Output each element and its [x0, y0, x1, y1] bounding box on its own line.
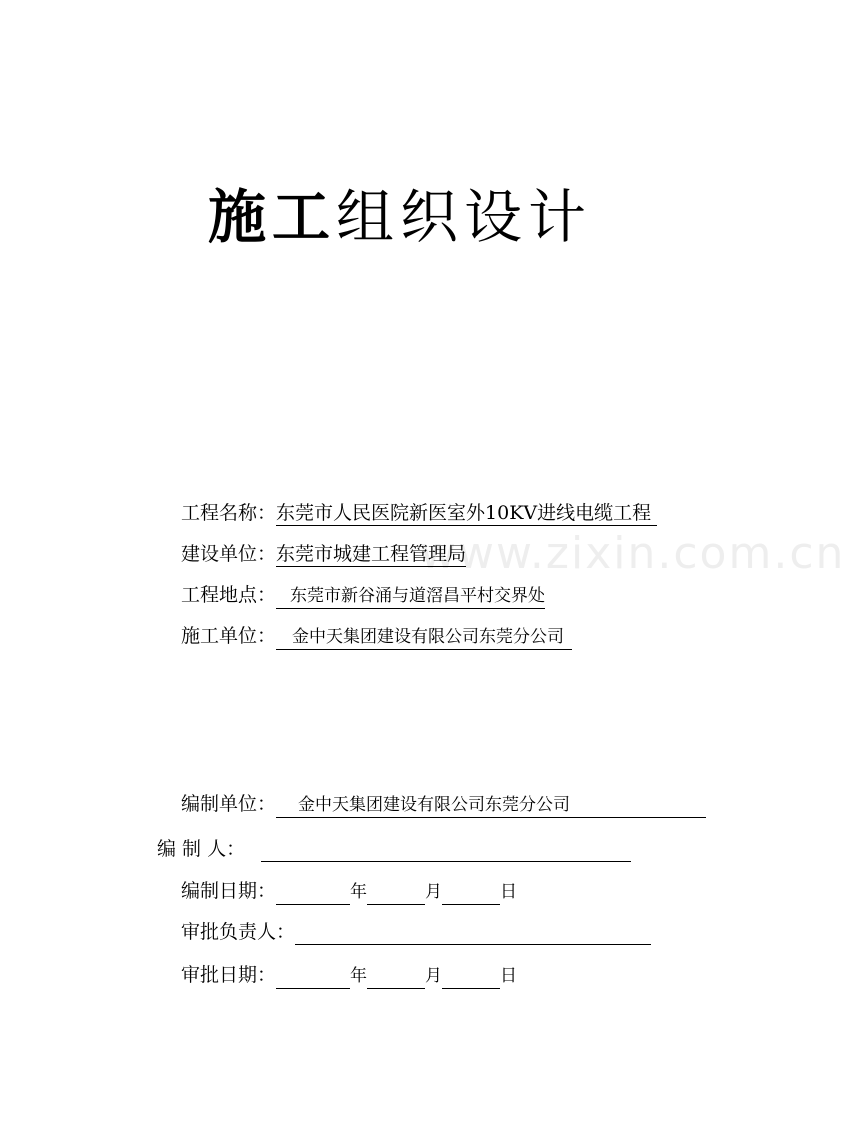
prep-date-label: 编制日期：: [181, 880, 277, 902]
prep-unit-value: 金中天集团建设有限公司东莞分公司: [276, 793, 706, 818]
prep-month-unit: 月: [425, 882, 443, 902]
prep-year-blank[interactable]: [276, 882, 350, 905]
preparer-label: 编 制 人：: [157, 838, 246, 860]
approve-date-label: 审批日期：: [181, 964, 277, 986]
location-label: 工程地点：: [181, 584, 277, 606]
contractor-label: 施工单位：: [181, 625, 277, 647]
project-name-row: [181, 500, 657, 526]
location-value: 东莞市新谷涌与道滘昌平村交界处: [276, 584, 545, 609]
project-name-value: 东莞市人民医院新医室外10KV进线电缆工程: [276, 501, 657, 526]
approve-date-row: [181, 962, 517, 989]
prep-month-blank[interactable]: [367, 882, 425, 905]
approve-month-unit: 月: [425, 966, 443, 986]
approve-day-unit: 日: [500, 966, 518, 986]
approve-year-unit: 年: [350, 966, 368, 986]
contractor-value: 金中天集团建设有限公司东莞分公司: [276, 625, 572, 650]
approver-row: [181, 919, 651, 945]
project-name-label: 工程名称：: [181, 502, 277, 524]
owner-value: 东莞市城建工程管理局: [276, 543, 467, 565]
title-light-part: 组织设计: [336, 183, 593, 251]
owner-row: [181, 541, 466, 567]
approve-day-blank[interactable]: [442, 966, 500, 989]
approver-blank[interactable]: [295, 922, 651, 945]
prep-day-unit: 日: [500, 882, 518, 902]
watermark: www.zixin.com.cn: [420, 528, 845, 579]
preparer-blank[interactable]: [261, 839, 631, 862]
prep-year-unit: 年: [350, 882, 368, 902]
owner-label: 建设单位：: [181, 543, 277, 565]
document-title: [208, 178, 592, 256]
contractor-row: [181, 623, 572, 650]
prep-unit-row: [181, 791, 706, 818]
prep-day-blank[interactable]: [442, 882, 500, 905]
title-bold-part: 施工: [208, 183, 337, 251]
approve-month-blank[interactable]: [367, 966, 425, 989]
prep-date-row: [181, 878, 517, 905]
location-row: [181, 582, 545, 609]
preparer-row: [157, 836, 631, 862]
approve-year-blank[interactable]: [276, 966, 350, 989]
approver-label: 审批负责人：: [181, 921, 296, 943]
prep-unit-label: 编制单位：: [181, 793, 277, 815]
